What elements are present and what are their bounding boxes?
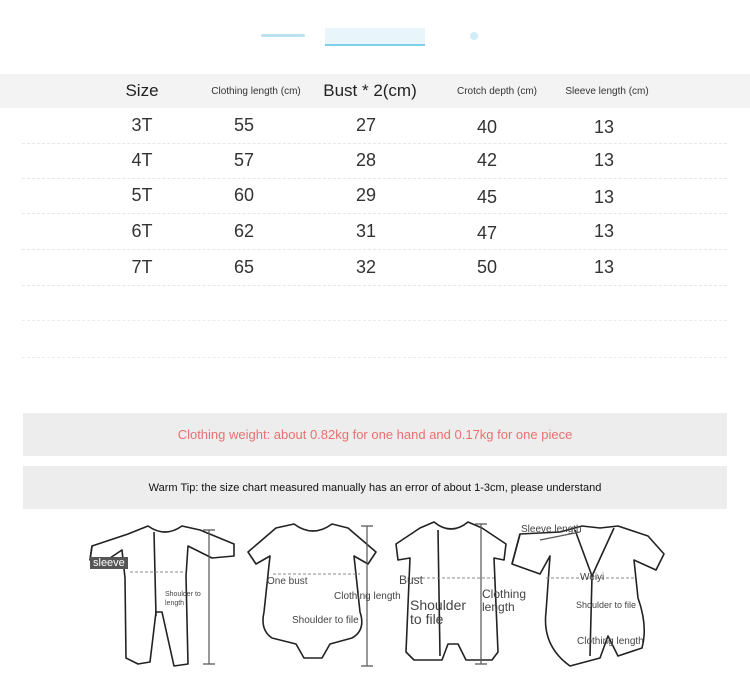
cell-size: 4T: [131, 150, 153, 170]
header-bust: Bust * 2(cm): [323, 81, 417, 100]
cell-bust: 27: [355, 115, 377, 135]
label-clothing-length-2: Clothing length: [482, 587, 527, 614]
label-shoulder-to-file-1: Shoulder to file: [292, 615, 359, 626]
cell-bust: 32: [355, 257, 377, 277]
header-crotch-depth: Crotch depth (cm): [456, 85, 538, 97]
empty-table-line: [22, 356, 727, 358]
blurred-title-graphic: [255, 24, 495, 48]
cell-size: 5T: [131, 185, 153, 205]
label-weiyi: Weiyi: [580, 572, 605, 583]
cell-clothing-length: 57: [233, 150, 255, 170]
label-sleeve: sleeve: [90, 557, 128, 569]
cell-sleeve-length: 13: [593, 150, 615, 170]
label-shoulder-to-file-3: Shoulder to file: [576, 600, 637, 610]
cell-clothing-length: 65: [233, 257, 255, 277]
label-shoulder-to-file-2: Shoulder to file: [410, 597, 467, 627]
clothing-weight-note: Clothing weight: about 0.82kg for one hand and 0.17kg for one piece: [23, 413, 727, 456]
size-table-header: [0, 74, 750, 108]
cell-bust: 28: [355, 150, 377, 170]
label-clothing-length-1: Clothing length: [334, 591, 401, 602]
table-row: [22, 143, 727, 179]
label-clothing-length-3: Clothing length: [577, 636, 644, 647]
empty-table-line: [22, 319, 727, 321]
cell-clothing-length: 60: [233, 185, 255, 205]
header-size: Size: [125, 81, 159, 100]
cell-crotch-depth: 50: [476, 257, 498, 277]
cell-crotch-depth: 42: [476, 150, 498, 170]
cell-sleeve-length: 13: [593, 257, 615, 277]
cell-size: 6T: [131, 221, 153, 241]
label-shoulder-to-length: Shoulder to length: [165, 591, 201, 607]
header-clothing-length: Clothing length (cm): [211, 85, 301, 97]
cell-size: 7T: [131, 257, 153, 277]
table-row: [22, 214, 727, 250]
cell-clothing-length: 62: [233, 221, 255, 241]
cell-size: 3T: [131, 115, 153, 135]
table-row: [22, 108, 727, 144]
label-bust: Bust: [399, 573, 424, 587]
cell-sleeve-length: 13: [593, 117, 615, 137]
cell-clothing-length: 55: [233, 115, 255, 135]
cell-bust: 29: [355, 185, 377, 205]
cell-crotch-depth: 45: [476, 187, 498, 207]
header-sleeve-length: Sleeve length (cm): [565, 85, 649, 97]
cell-crotch-depth: 47: [476, 223, 498, 243]
label-sleeve-length: Sleeve length: [521, 524, 582, 535]
label-one-bust: One bust: [267, 576, 308, 587]
measurement-diagrams: [70, 516, 690, 684]
warm-tip-note: Warm Tip: the size chart measured manually has an error of about 1-3cm, please understand: [23, 466, 727, 509]
cell-bust: 31: [355, 221, 377, 241]
table-row: [22, 178, 727, 214]
cell-sleeve-length: 13: [593, 187, 615, 207]
table-row: [22, 250, 727, 286]
cell-sleeve-length: 13: [593, 221, 615, 241]
cell-crotch-depth: 40: [476, 117, 498, 137]
